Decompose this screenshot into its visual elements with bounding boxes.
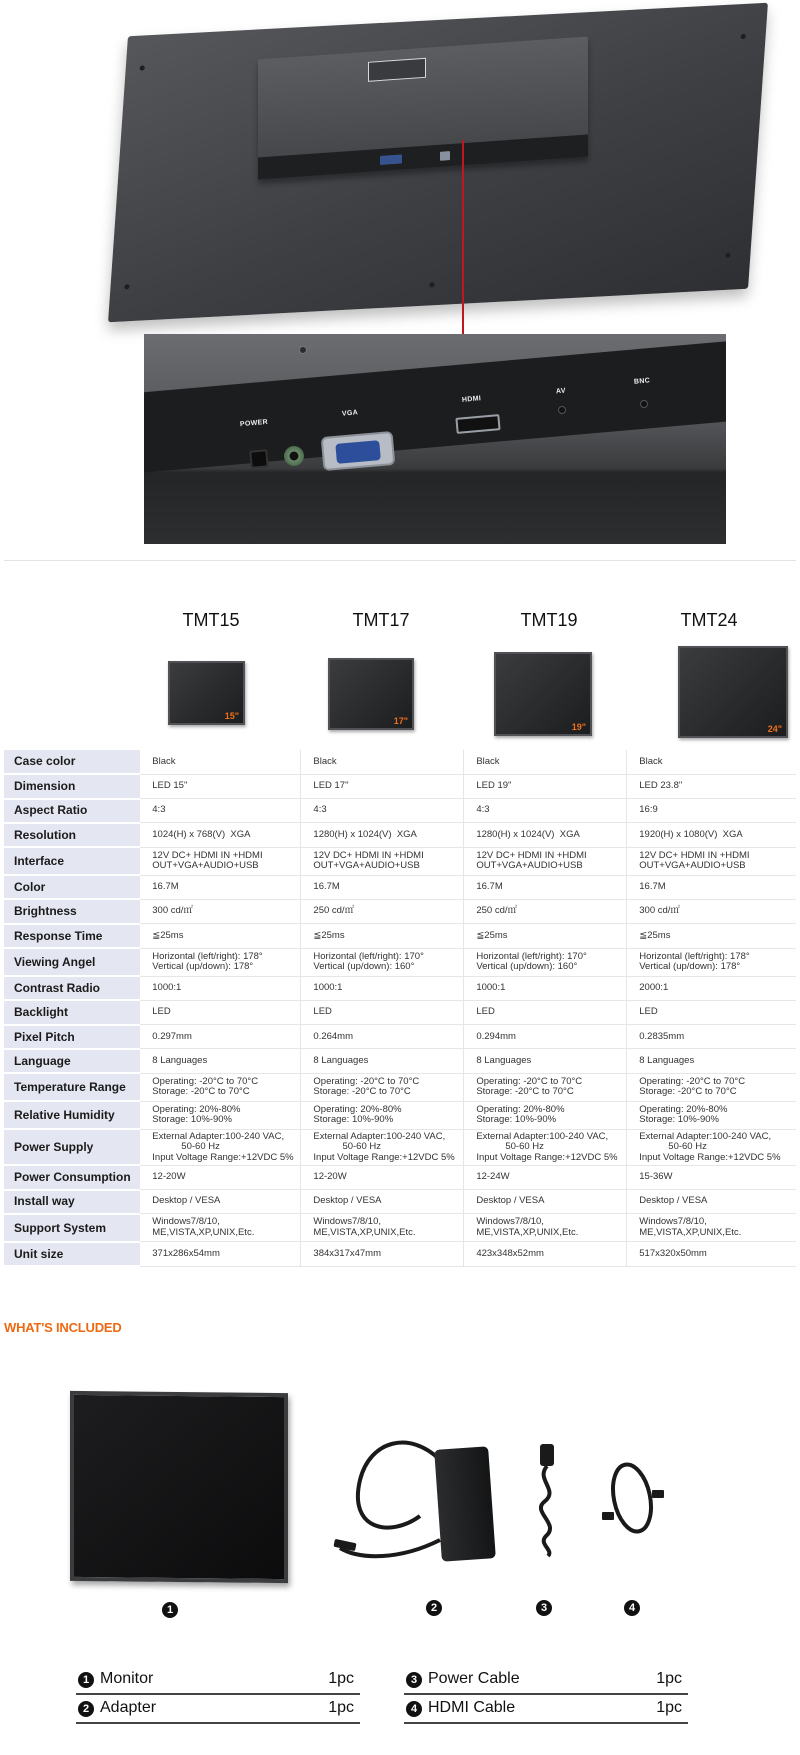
spec-value: Black — [627, 750, 796, 774]
item-quantity: 1pc — [656, 1670, 682, 1687]
vga-port-icon — [321, 431, 396, 471]
spec-value: Operating: 20%-80% Storage: 10%-90% — [140, 1101, 301, 1129]
spec-value: LED — [140, 1000, 301, 1024]
spec-value: 4:3 — [301, 799, 464, 823]
spec-value: 1000:1 — [301, 976, 464, 1000]
spec-row — [4, 1025, 796, 1049]
spec-row — [4, 1190, 796, 1214]
spec-row — [4, 899, 796, 923]
spec-value: ≦25ms — [301, 924, 464, 948]
port-label-av: AV — [555, 387, 567, 396]
item-number-badge: 2 — [78, 1701, 94, 1717]
whats-included-heading: WHAT'S INCLUDED — [4, 1320, 122, 1335]
spec-value: Black — [301, 750, 464, 774]
item-number-badge: 3 — [406, 1672, 422, 1688]
spec-value: 1920(H) x 1080(V) XGA — [627, 823, 796, 847]
port-label-vga: VGA — [341, 409, 359, 418]
spec-label: Contrast Radio — [4, 976, 140, 1000]
spec-value: Operating: -20°C to 70°C Storage: -20°C to 70°C — [464, 1073, 627, 1101]
spec-value: External Adapter:100-240 VAC, 50-60 Hz Input Voltage Range:+12VDC 5% — [301, 1129, 464, 1165]
power-port-icon — [249, 449, 269, 469]
spec-value: 16.7M — [301, 875, 464, 899]
spec-value: 1000:1 — [464, 976, 627, 1000]
item-name: Adapter — [100, 1699, 157, 1716]
spec-value: 300 cd/㎡ — [140, 899, 301, 923]
spec-value: LED — [627, 1000, 796, 1024]
spec-value: 4:3 — [140, 799, 301, 823]
spec-label: Temperature Range — [4, 1073, 140, 1101]
spec-label: Relative Humidity — [4, 1101, 140, 1129]
spec-value: External Adapter:100-240 VAC, 50-60 Hz Input Voltage Range:+12VDC 5% — [464, 1129, 627, 1165]
spec-row — [4, 875, 796, 899]
spec-value: Black — [464, 750, 627, 774]
screw-icon — [429, 282, 434, 287]
screw-icon — [299, 346, 307, 354]
spec-value: 517x320x50mm — [627, 1242, 796, 1266]
spec-value: 1280(H) x 1024(V) XGA — [464, 823, 627, 847]
rating-label-plate — [368, 58, 426, 82]
included-item — [76, 1666, 360, 1695]
spec-row — [4, 1242, 796, 1266]
included-item — [404, 1666, 688, 1695]
spec-value: 8 Languages — [301, 1049, 464, 1073]
spec-value: 16.7M — [140, 875, 301, 899]
spec-value: 0.294mm — [464, 1025, 627, 1049]
port-panel — [144, 338, 726, 473]
spec-value: Operating: 20%-80% Storage: 10%-90% — [627, 1101, 796, 1129]
spec-label: Backlight — [4, 1000, 140, 1024]
spec-value: ≦25ms — [140, 924, 301, 948]
audio-port-icon — [283, 445, 305, 467]
spec-value: 16.7M — [464, 875, 627, 899]
spec-value: Operating: -20°C to 70°C Storage: -20°C to 70°C — [627, 1073, 796, 1101]
spec-value: 0.2835mm — [627, 1025, 796, 1049]
monitor-thumbnail-tmt15 — [168, 661, 245, 725]
spec-row — [4, 1129, 796, 1165]
spec-value: 12V DC+ HDMI IN +HDMI OUT+VGA+AUDIO+USB — [140, 847, 301, 875]
spec-row — [4, 1000, 796, 1024]
spec-value: Operating: -20°C to 70°C Storage: -20°C to 70°C — [301, 1073, 464, 1101]
spec-label: Power Supply — [4, 1129, 140, 1165]
monitor-thumbnail-tmt19 — [494, 652, 592, 736]
spec-value: 4:3 — [464, 799, 627, 823]
spec-value: LED 17" — [301, 774, 464, 798]
spec-label: Dimension — [4, 774, 140, 798]
spec-value: Windows7/8/10, ME,VISTA,XP,UNIX,Etc. — [301, 1214, 464, 1242]
spec-value: LED 23.8" — [627, 774, 796, 798]
spec-value: 1000:1 — [140, 976, 301, 1000]
spec-value: 423x348x52mm — [464, 1242, 627, 1266]
spec-row — [4, 976, 796, 1000]
spec-value: Desktop / VESA — [627, 1190, 796, 1214]
ports-closeup-image — [144, 334, 726, 544]
item-quantity: 1pc — [328, 1699, 354, 1716]
spec-value: 1024(H) x 768(V) XGA — [140, 823, 301, 847]
model-header-tmt15 — [136, 610, 286, 631]
monitor-thumbnail-tmt17 — [328, 658, 414, 730]
spec-value: ≦25ms — [464, 924, 627, 948]
spec-label: Language — [4, 1049, 140, 1073]
spec-value: 371x286x54mm — [140, 1242, 301, 1266]
screw-icon — [124, 284, 129, 289]
spec-label: Support System — [4, 1214, 140, 1242]
power-cable-image — [530, 1440, 570, 1560]
model-size-badge: 24" — [767, 724, 782, 734]
spec-value: Horizontal (left/right): 170° Vertical (up/down): 160° — [301, 948, 464, 976]
spec-label: Case color — [4, 750, 140, 774]
item-quantity: 1pc — [328, 1670, 354, 1687]
included-list-right — [404, 1666, 688, 1724]
screw-icon — [741, 34, 746, 39]
screw-icon — [725, 253, 730, 258]
spec-value: 8 Languages — [627, 1049, 796, 1073]
spec-value: Operating: 20%-80% Storage: 10%-90% — [301, 1101, 464, 1129]
included-item — [76, 1695, 360, 1724]
spec-value: 250 cd/㎡ — [301, 899, 464, 923]
spec-label: Brightness — [4, 899, 140, 923]
model-name: TMT24 — [680, 610, 738, 630]
spec-value: Windows7/8/10, ME,VISTA,XP,UNIX,Etc. — [627, 1214, 796, 1242]
port-label-hdmi: HDMI — [461, 395, 482, 404]
screw-icon — [140, 65, 145, 70]
spec-value: Operating: -20°C to 70°C Storage: -20°C to 70°C — [140, 1073, 301, 1101]
model-name: TMT15 — [182, 610, 240, 630]
spec-label: Interface — [4, 847, 140, 875]
spec-value: 12-20W — [301, 1165, 464, 1189]
spec-row — [4, 750, 796, 774]
spec-value: LED 19" — [464, 774, 627, 798]
spec-value: 384x317x47mm — [301, 1242, 464, 1266]
model-name: TMT17 — [352, 610, 410, 630]
spec-label: Power Consumption — [4, 1165, 140, 1189]
port-label-bnc: BNC — [633, 377, 651, 386]
adapter-product-image — [434, 1446, 496, 1561]
spec-label: Install way — [4, 1190, 140, 1214]
spec-label: Pixel Pitch — [4, 1025, 140, 1049]
model-size-badge: 19" — [571, 722, 586, 732]
item-name: HDMI Cable — [428, 1699, 516, 1716]
spec-value: 8 Languages — [140, 1049, 301, 1073]
spec-value: Operating: 20%-80% Storage: 10%-90% — [464, 1101, 627, 1129]
spec-value: Black — [140, 750, 301, 774]
spec-value: 300 cd/㎡ — [627, 899, 796, 923]
spec-row — [4, 823, 796, 847]
spec-label: Unit size — [4, 1242, 140, 1266]
included-item — [404, 1695, 688, 1724]
spec-row — [4, 948, 796, 976]
model-size-badge: 15" — [224, 711, 239, 721]
item-number-badge-1: 1 — [162, 1602, 178, 1618]
spec-value: 0.297mm — [140, 1025, 301, 1049]
spec-value: Desktop / VESA — [140, 1190, 301, 1214]
spec-value: Horizontal (left/right): 178° Vertical (up/down): 178° — [140, 948, 301, 976]
item-name: Power Cable — [428, 1670, 520, 1687]
spec-value: 12-20W — [140, 1165, 301, 1189]
monitor-thumbnail-tmt24 — [678, 646, 788, 738]
spec-row — [4, 1101, 796, 1129]
spec-row — [4, 1214, 796, 1242]
spec-label: Color — [4, 875, 140, 899]
model-header-tmt17 — [306, 610, 456, 631]
spec-row — [4, 774, 796, 798]
spec-value: 12V DC+ HDMI IN +HDMI OUT+VGA+AUDIO+USB — [301, 847, 464, 875]
hdmi-cable-image — [600, 1450, 670, 1540]
spec-value: 15-36W — [627, 1165, 796, 1189]
spec-value: Windows7/8/10, ME,VISTA,XP,UNIX,Etc. — [464, 1214, 627, 1242]
spec-value: Horizontal (left/right): 178° Vertical (up/down): 178° — [627, 948, 796, 976]
item-number-badge-2: 2 — [426, 1600, 442, 1616]
spec-value: Desktop / VESA — [301, 1190, 464, 1214]
section-divider — [4, 560, 796, 561]
spec-label: Response Time — [4, 924, 140, 948]
spec-value: 16.7M — [627, 875, 796, 899]
spec-label: Resolution — [4, 823, 140, 847]
spec-value: LED 15" — [140, 774, 301, 798]
spec-row — [4, 924, 796, 948]
spec-value: 250 cd/㎡ — [464, 899, 627, 923]
model-name: TMT19 — [520, 610, 578, 630]
hdmi-port-icon — [440, 151, 450, 161]
model-header-tmt19 — [474, 610, 624, 631]
spec-value: Windows7/8/10, ME,VISTA,XP,UNIX,Etc. — [140, 1214, 301, 1242]
spec-value: LED — [464, 1000, 627, 1024]
spec-value: Horizontal (left/right): 170° Vertical (up/down): 160° — [464, 948, 627, 976]
control-box-image — [258, 36, 588, 179]
model-header-tmt24 — [634, 610, 784, 631]
included-list-left — [76, 1666, 360, 1724]
spec-value: 16:9 — [627, 799, 796, 823]
spec-value: 2000:1 — [627, 976, 796, 1000]
monitor-product-image — [70, 1391, 288, 1583]
spec-value: LED — [301, 1000, 464, 1024]
spec-row — [4, 1049, 796, 1073]
spec-value: 0.264mm — [301, 1025, 464, 1049]
port-label-power: POWER — [239, 418, 269, 429]
spec-value: ≦25ms — [627, 924, 796, 948]
spec-label: Viewing Angel — [4, 948, 140, 976]
spec-value: 1280(H) x 1024(V) XGA — [301, 823, 464, 847]
spec-label: Aspect Ratio — [4, 799, 140, 823]
vga-port-icon — [380, 154, 402, 165]
spec-value: 12-24W — [464, 1165, 627, 1189]
spec-value: 8 Languages — [464, 1049, 627, 1073]
item-number-badge: 1 — [78, 1672, 94, 1688]
spec-row — [4, 1073, 796, 1101]
spec-row — [4, 847, 796, 875]
item-number-badge-4: 4 — [624, 1600, 640, 1616]
item-name: Monitor — [100, 1670, 154, 1687]
model-size-badge: 17" — [393, 716, 408, 726]
spec-value: External Adapter:100-240 VAC, 50-60 Hz Input Voltage Range:+12VDC 5% — [627, 1129, 796, 1165]
spec-value: 12V DC+ HDMI IN +HDMI OUT+VGA+AUDIO+USB — [627, 847, 796, 875]
callout-line — [462, 140, 464, 334]
spec-value: External Adapter:100-240 VAC, 50-60 Hz Input Voltage Range:+12VDC 5% — [140, 1129, 301, 1165]
spec-row — [4, 1165, 796, 1189]
item-number-badge-3: 3 — [536, 1600, 552, 1616]
item-quantity: 1pc — [656, 1699, 682, 1716]
spec-table — [4, 750, 796, 1267]
spec-value: 12V DC+ HDMI IN +HDMI OUT+VGA+AUDIO+USB — [464, 847, 627, 875]
spec-row — [4, 799, 796, 823]
product-hero — [0, 0, 800, 560]
item-number-badge: 4 — [406, 1701, 422, 1717]
spec-value: Desktop / VESA — [464, 1190, 627, 1214]
